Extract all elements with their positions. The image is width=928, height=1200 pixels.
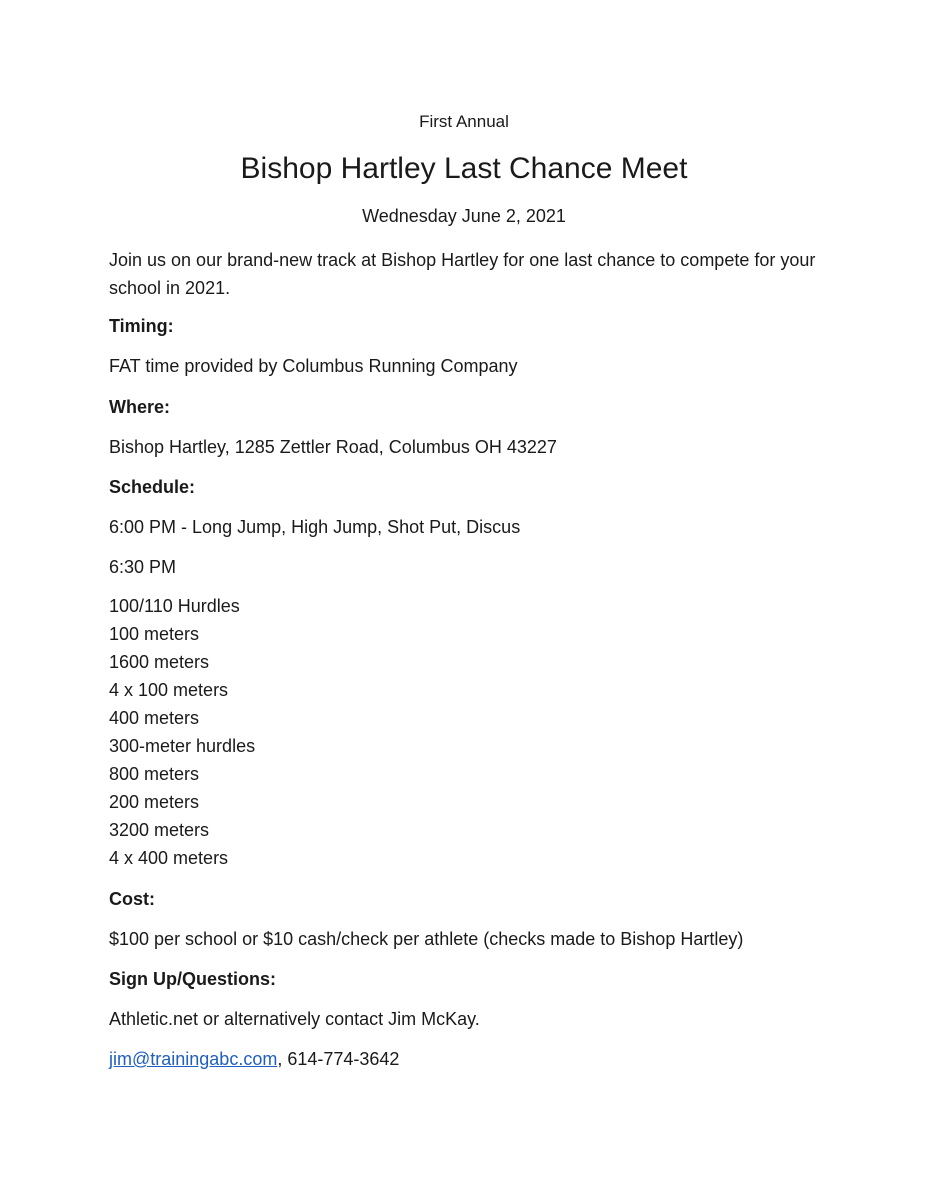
- pre-title: First Annual: [419, 112, 509, 131]
- cost-heading: Cost:: [109, 889, 155, 909]
- list-item: 4 x 100 meters: [109, 680, 229, 700]
- timing-heading: Timing:: [109, 316, 174, 336]
- list-item: 4 x 400 meters: [109, 848, 229, 868]
- field-events-time: 6:00 PM - Long Jump, High Jump, Shot Put, Discus: [109, 517, 521, 537]
- list-item: 200 meters: [109, 792, 200, 812]
- list-item: 800 meters: [109, 764, 200, 784]
- timing-text: FAT time provided by Columbus Running Company: [109, 356, 518, 376]
- email-link[interactable]: jim@trainingabc.com: [109, 1049, 278, 1069]
- phone-number: , 614-774-3642: [277, 1049, 400, 1069]
- page-title: Bishop Hartley Last Chance Meet: [240, 152, 688, 185]
- list-item: 1600 meters: [109, 652, 210, 672]
- intro-paragraph: Join us on our brand-new track at Bishop Hartley for one last chance to compete for your school in 2021.: [109, 250, 816, 298]
- list-item: 3200 meters: [109, 820, 210, 840]
- event-date: Wednesday June 2, 2021: [362, 206, 566, 226]
- track-events-time: 6:30 PM: [109, 557, 177, 577]
- signup-text: Athletic.net or alternatively contact Jim McKay.: [109, 1009, 480, 1029]
- cost-text: $100 per school or $10 cash/check per athlete (checks made to Bishop Hartley): [109, 929, 744, 949]
- list-item: 100/110 Hurdles: [109, 596, 240, 616]
- contact-line: [109, 1045, 849, 1073]
- where-heading: Where:: [109, 397, 171, 417]
- signup-heading: Sign Up/Questions:: [109, 969, 277, 989]
- event-list: [109, 592, 849, 872]
- list-item: 100 meters: [109, 624, 200, 644]
- list-item: 400 meters: [109, 708, 200, 728]
- schedule-heading: Schedule:: [109, 477, 196, 497]
- where-text: Bishop Hartley, 1285 Zettler Road, Columbus OH 43227: [109, 437, 557, 457]
- list-item: 300-meter hurdles: [109, 736, 256, 756]
